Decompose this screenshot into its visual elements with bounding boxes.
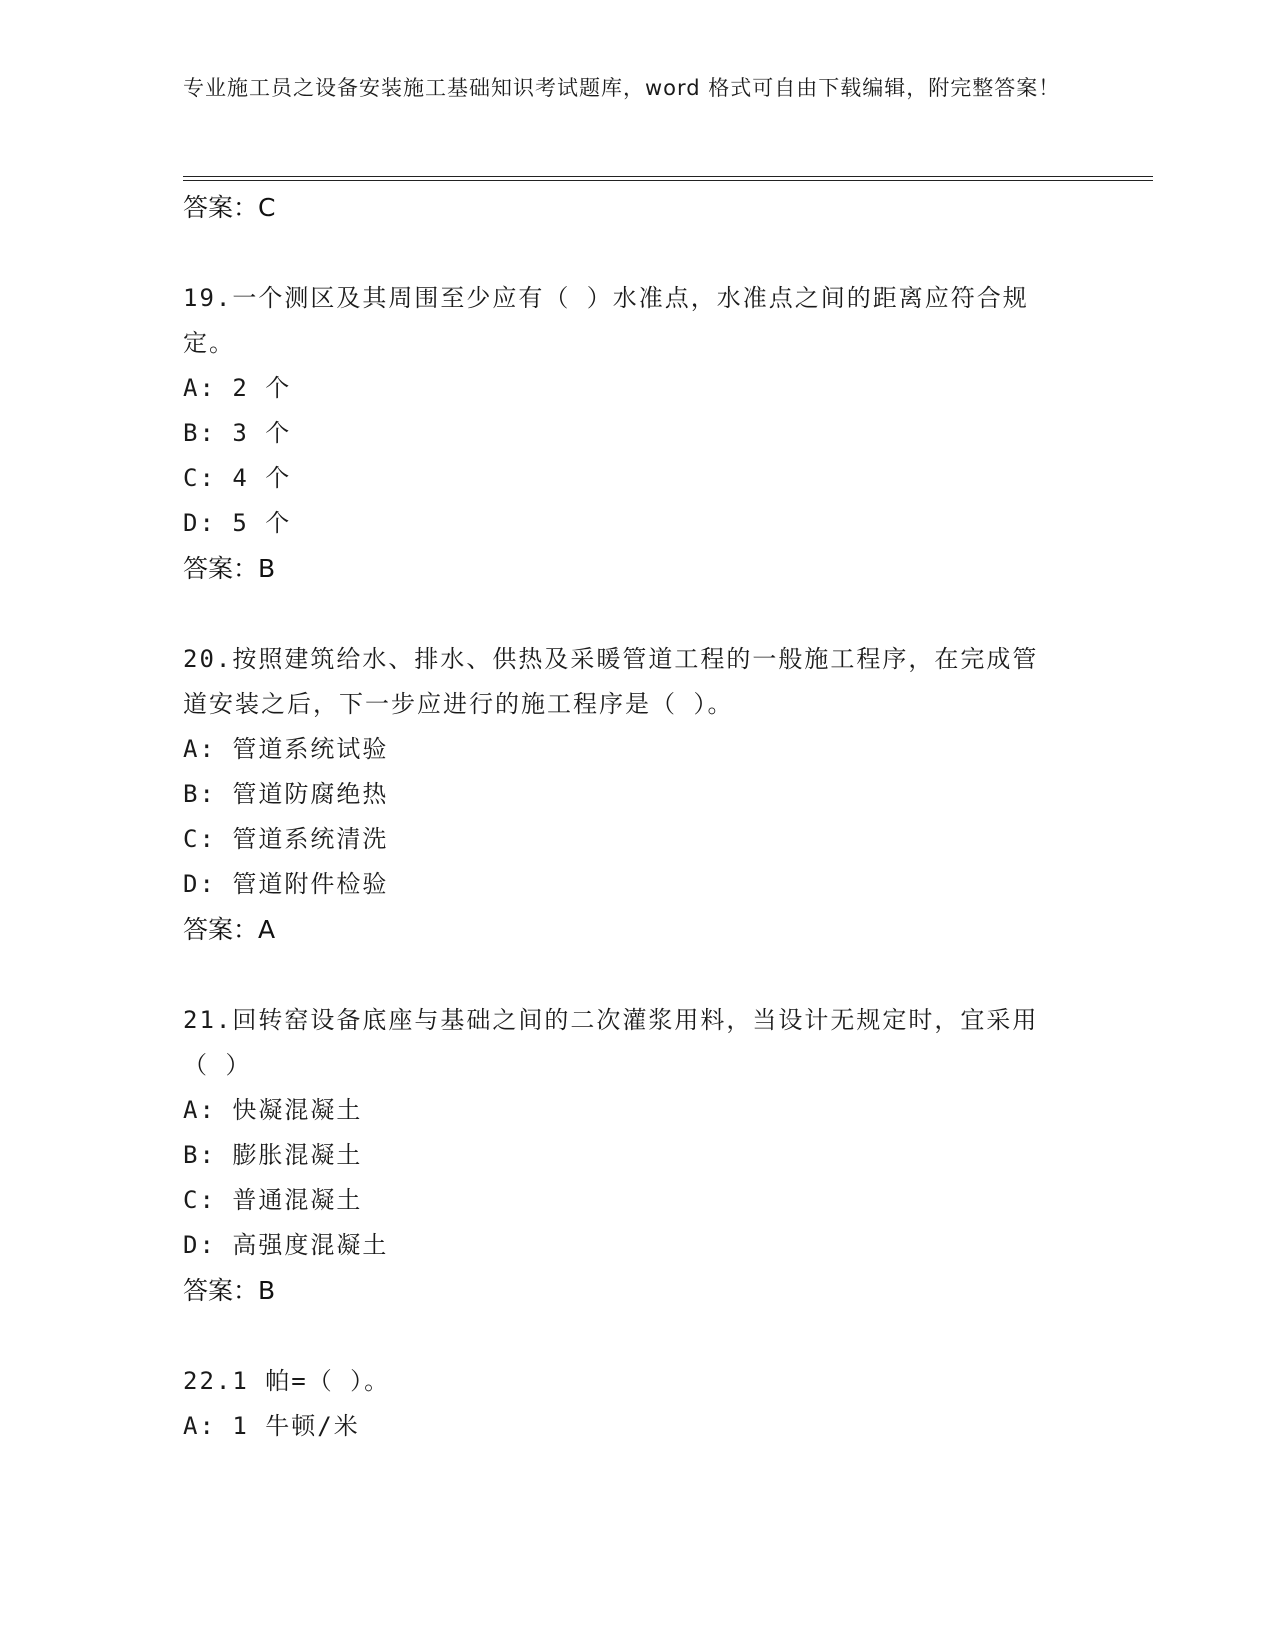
option-d: D: 5 个 (183, 509, 292, 537)
option-a: A: 快凝混凝土 (183, 1096, 363, 1124)
answer-line: 答案：A (183, 915, 276, 944)
option-a: A: 1 牛顿/米 (183, 1412, 360, 1440)
option-b: B: 管道防腐绝热 (183, 780, 389, 808)
option-d: D: 高强度混凝土 (183, 1231, 389, 1259)
option-b: B: 3 个 (183, 419, 292, 447)
answer-line: 答案：B (183, 554, 276, 583)
option-c: C: 4 个 (183, 464, 292, 492)
question-text: 20.按照建筑给水、排水、供热及采暖管道工程的一般施工程序，在完成管道安装之后，下一步应进行的施工程序是（ ）。 (183, 645, 1039, 718)
question-21 (183, 998, 1083, 1313)
option-d: D: 管道附件检验 (183, 870, 389, 898)
option-c: C: 普通混凝土 (183, 1186, 363, 1214)
option-c: C: 管道系统清洗 (183, 825, 389, 853)
option-a: A: 2 个 (183, 374, 292, 402)
option-a: A: 管道系统试验 (183, 735, 389, 763)
question-text: 22.1 帕=（ ）。 (183, 1367, 391, 1395)
question-19 (183, 276, 1083, 591)
answer-line: 答案：C (183, 193, 276, 222)
question-text: 21.回转窑设备底座与基础之间的二次灌浆用料，当设计无规定时，宜采用（ ） (183, 1006, 1039, 1079)
option-b: B: 膨胀混凝土 (183, 1141, 363, 1169)
header-divider (183, 176, 1153, 181)
answer-line: 答案：B (183, 1276, 276, 1305)
question-22 (183, 1359, 1083, 1449)
question-text: 19.一个测区及其周围至少应有（ ）水准点，水准点之间的距离应符合规定。 (183, 284, 1029, 357)
question-20 (183, 637, 1083, 952)
document-body (183, 185, 1083, 1449)
document-header: 专业施工员之设备安装施工基础知识考试题库，word 格式可自由下载编辑，附完整答案！ (183, 76, 1061, 100)
